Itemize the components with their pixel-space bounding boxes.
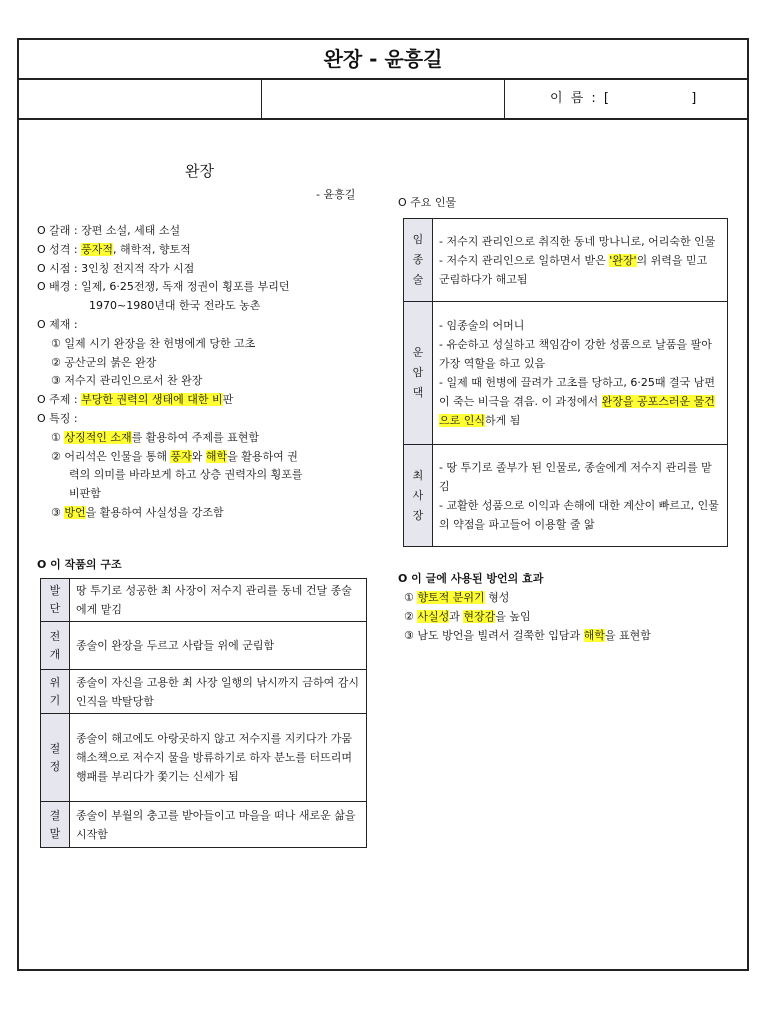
- table-row: [404, 445, 728, 547]
- material-item: ① 일제 시기 완장을 찬 헌병에게 당한 고초: [51, 336, 256, 350]
- material-item: ② 공산군의 붉은 완장: [51, 355, 157, 369]
- feature-item: ① 상징적인 소재를 활용하여 주제를 표현함: [51, 430, 259, 444]
- name-label: 이 름 : [: [550, 91, 611, 106]
- poem-title: 완장: [185, 162, 214, 180]
- dialect-item: ② 사실성과 현장감을 높임: [404, 610, 531, 623]
- table-row: [41, 622, 367, 670]
- dialect-item: ③ 남도 방언을 빌려서 걸쭉한 입담과 해학을 표현함: [404, 629, 651, 642]
- characters-table: [403, 218, 728, 547]
- dialect-title: O 이 글에 사용된 방언의 효과: [398, 572, 544, 585]
- structure-key: 절 정: [41, 714, 70, 802]
- table-row: [41, 670, 367, 714]
- table-row: [404, 219, 728, 302]
- structure-value: 종술이 완장을 두르고 사람들 위에 군림함: [70, 622, 367, 670]
- feature-item: ② 어리석은 인물을 통해 풍자와 해학을 활용하여 권: [51, 449, 298, 463]
- name-close: ]: [691, 91, 697, 106]
- dialect-list: [398, 588, 738, 645]
- info-row: [19, 80, 747, 120]
- structure-value: 종술이 해고에도 아랑곳하지 않고 저수지를 지키다가 가뭄 해소책으로 저수지 물을 방류하기로 하자 분노를 터뜨리며 행패를 부리다가 쫓기는 신세가 됨: [70, 714, 367, 802]
- characters-title: O 주요 인물: [398, 196, 457, 209]
- dialect-item: ① 향토적 분위기 형성: [404, 591, 510, 604]
- page-title: 완장 - 윤흥길: [19, 40, 747, 80]
- summary-subject: O 주제 : 부당한 권력의 생태에 대한 비판: [37, 393, 234, 407]
- summary-background: O 배경 : 일제, 6·25전쟁, 독재 정권이 횡포를 부리던: [37, 280, 290, 294]
- structure-value: 땅 투기로 성공한 최 사장이 저수지 관리를 동네 건달 종술에게 맡김: [70, 579, 367, 622]
- summary-list: [37, 222, 372, 523]
- summary-feature-label: O 특징 :: [37, 411, 78, 425]
- feature-item-cont: 력의 의미를 바라보게 하고 상층 권력자의 횡포를: [69, 468, 303, 482]
- feature-item: ③ 방언을 활용하여 사실성을 강조함: [51, 505, 224, 519]
- name-field[interactable]: [505, 80, 749, 118]
- structure-value: 종술이 자신을 고용한 최 사장 일행의 낚시까지 금하여 감시인직을 박탈당함: [70, 670, 367, 714]
- character-desc: - 저수지 관리인으로 취직한 동네 망나니로, 어리숙한 인물 - 저수지 관리인으로 일하면서 받은 '완장'의 위력을 믿고 군림하다가 해고됨: [433, 219, 728, 302]
- structure-key: 발 단: [41, 579, 70, 622]
- structure-key: 위 기: [41, 670, 70, 714]
- summary-viewpoint: O 시점 : 3인칭 전지적 작가 시점: [37, 261, 195, 275]
- info-cell-1: [19, 80, 262, 118]
- structure-title: O 이 작품의 구조: [37, 558, 122, 571]
- info-cell-2: [262, 80, 505, 118]
- character-desc: - 임종술의 어머니 - 유순하고 성실하고 책임감이 강한 성품으로 날품을 팔아 가장 역할을 하고 있음 - 일제 때 헌병에 끌려가 고초를 당하고, 6·25때 결국 남편이 죽는 비극을 겪음. 이 과정에서 완장을 공포스러운 물건으로 인식하게 됨: [433, 302, 728, 445]
- table-row: [41, 714, 367, 802]
- structure-key: 결 말: [41, 802, 70, 848]
- table-row: [404, 302, 728, 445]
- table-row: [41, 802, 367, 848]
- material-item: ③ 저수지 관리인으로서 찬 완장: [51, 374, 203, 388]
- summary-character: O 성격 : 풍자적, 해학적, 향토적: [37, 242, 191, 256]
- poem-author: - 윤흥길: [316, 188, 356, 201]
- summary-material-label: O 제재 :: [37, 317, 78, 331]
- summary-genre: O 갈래 : 장편 소설, 세태 소설: [37, 224, 181, 237]
- character-name: 임 종 술: [404, 219, 433, 302]
- feature-item-cont: 비판함: [69, 487, 101, 501]
- structure-table: [40, 578, 367, 848]
- summary-background-cont: 1970~1980년대 한국 전라도 농촌: [89, 299, 261, 313]
- table-row: [41, 579, 367, 622]
- character-name: 운 암 댁: [404, 302, 433, 445]
- character-desc: - 땅 투기로 졸부가 된 인물로, 종술에게 저수지 관리를 맡김 - 교활한 성품으로 이익과 손해에 대한 계산이 빠르고, 인물의 약점을 파고들어 이용할 줄 앎: [433, 445, 728, 547]
- character-name: 최 사 장: [404, 445, 433, 547]
- structure-key: 전 개: [41, 622, 70, 670]
- structure-value: 종술이 부월의 충고를 받아들이고 마을을 떠나 새로운 삶을 시작함: [70, 802, 367, 848]
